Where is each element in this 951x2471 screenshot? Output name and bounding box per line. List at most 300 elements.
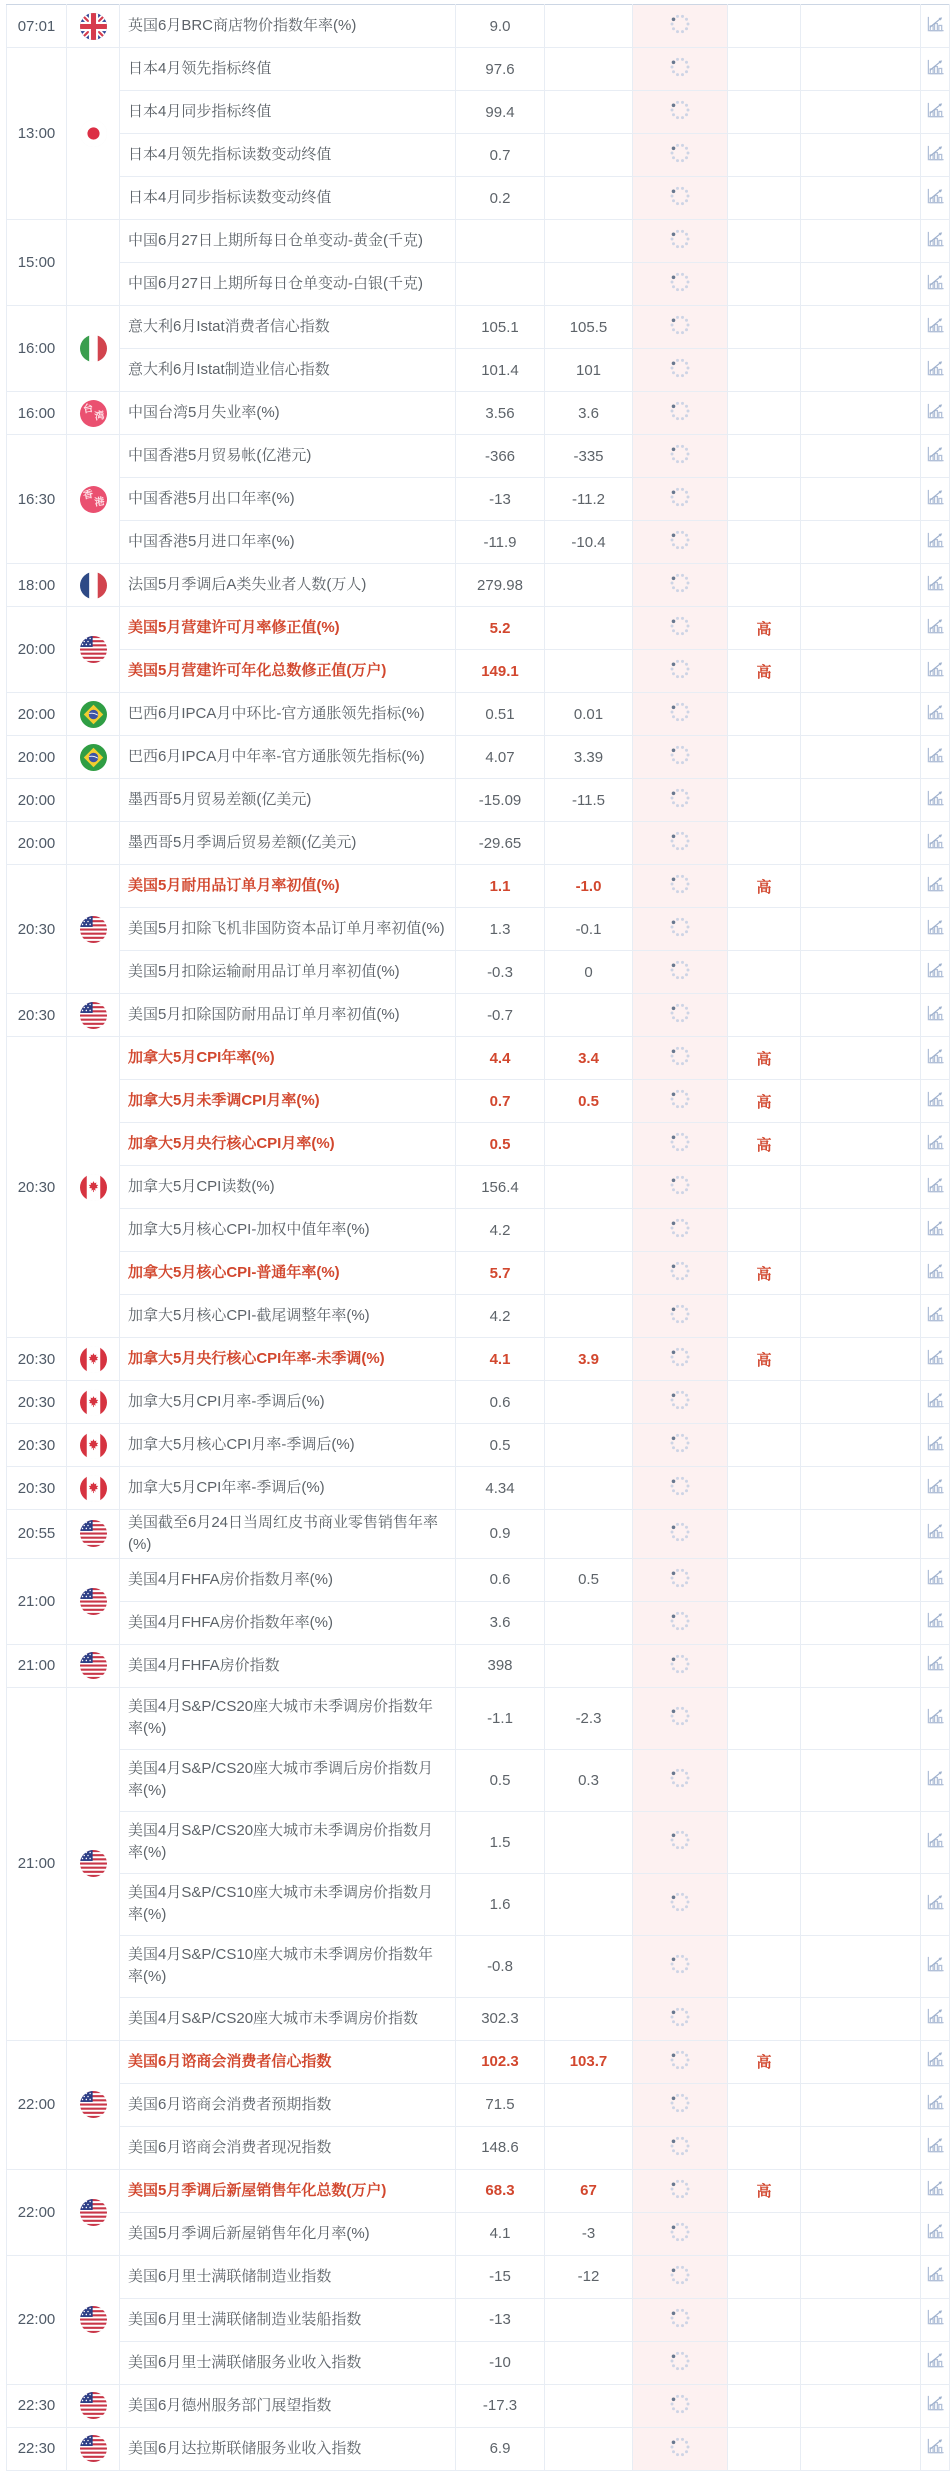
us-flag-icon [80, 2199, 107, 2226]
importance-cell [728, 1381, 801, 1424]
line-chart-icon[interactable] [925, 2136, 946, 2155]
loading-spinner-icon [667, 1473, 693, 1499]
empty-cell [801, 1123, 921, 1166]
event-name: 加拿大5月CPI月率-季调后(%) [120, 1381, 456, 1424]
prior-value: -11.2 [545, 478, 633, 521]
line-chart-icon[interactable] [925, 1391, 946, 1410]
calendar-row [7, 693, 950, 736]
chart-cell [921, 134, 950, 177]
empty-cell [801, 650, 921, 693]
loading-spinner-icon [667, 828, 693, 854]
chart-cell [921, 306, 950, 349]
loading-spinner-icon [667, 1951, 693, 1977]
chart-cell [921, 48, 950, 91]
actual-value: 279.98 [456, 564, 545, 607]
line-chart-icon[interactable] [925, 1955, 946, 1974]
loading-spinner-icon [667, 1215, 693, 1241]
pending-cell [633, 2427, 728, 2470]
pending-cell [633, 564, 728, 607]
loading-spinner-icon [667, 699, 693, 725]
line-chart-icon[interactable] [925, 1176, 946, 1195]
importance-cell [728, 994, 801, 1037]
empty-cell [801, 521, 921, 564]
importance-cell [728, 1644, 801, 1687]
chart-cell [921, 1558, 950, 1601]
importance-cell [728, 1037, 801, 1080]
line-chart-icon[interactable] [925, 1004, 946, 1023]
calendar-row [7, 607, 950, 650]
prior-value: 105.5 [545, 306, 633, 349]
pending-cell [633, 1467, 728, 1510]
flag-cell [67, 1644, 120, 1687]
actual-value: 149.1 [456, 650, 545, 693]
chart-cell [921, 994, 950, 1037]
pending-cell [633, 91, 728, 134]
line-chart-icon[interactable] [925, 101, 946, 120]
prior-value [545, 48, 633, 91]
event-name: 美国6月谘商会消费者现况指数 [120, 2126, 456, 2169]
calendar-row [7, 521, 950, 564]
canada-flag-icon [80, 1432, 107, 1459]
event-name: 巴西6月IPCA月中环比-官方通胀领先指标(%) [120, 693, 456, 736]
pending-cell [633, 2341, 728, 2384]
empty-cell [801, 994, 921, 1037]
line-chart-icon[interactable] [925, 2007, 946, 2026]
line-chart-icon[interactable] [925, 1707, 946, 1726]
pending-cell [633, 2255, 728, 2298]
prior-value [545, 5, 633, 48]
line-chart-icon[interactable] [925, 359, 946, 378]
line-chart-icon[interactable] [925, 918, 946, 937]
importance-cell [728, 908, 801, 951]
prior-value [545, 2126, 633, 2169]
time-cell: 07:01 [7, 5, 67, 48]
prior-value [545, 1873, 633, 1935]
loading-spinner-icon [667, 2090, 693, 2116]
line-chart-icon[interactable] [925, 1831, 946, 1850]
importance-cell [728, 1873, 801, 1935]
prior-value [545, 1644, 633, 1687]
line-chart-icon[interactable] [925, 58, 946, 77]
line-chart-icon[interactable] [925, 574, 946, 593]
line-chart-icon[interactable] [925, 2308, 946, 2327]
importance-high-badge: 高 [756, 2054, 772, 2071]
line-chart-icon[interactable] [925, 1477, 946, 1496]
prior-value [545, 1252, 633, 1295]
calendar-row [7, 435, 950, 478]
actual-value: 99.4 [456, 91, 545, 134]
chart-cell [921, 5, 950, 48]
empty-cell [801, 435, 921, 478]
pending-cell [633, 736, 728, 779]
loading-spinner-icon [667, 398, 693, 424]
calendar-row [7, 1166, 950, 1209]
flag-cell [67, 779, 120, 822]
calendar-row [7, 994, 950, 1037]
empty-cell [801, 1037, 921, 1080]
prior-value [545, 263, 633, 306]
loading-spinner-icon [667, 1129, 693, 1155]
actual-value [456, 220, 545, 263]
us-flag-icon [80, 2306, 107, 2333]
prior-value [545, 2083, 633, 2126]
actual-value: -11.9 [456, 521, 545, 564]
pending-cell [633, 349, 728, 392]
event-name: 墨西哥5月贸易差额(亿美元) [120, 779, 456, 822]
time-cell: 20:30 [7, 1424, 67, 1467]
prior-value: 0.5 [545, 1558, 633, 1601]
calendar-row [7, 349, 950, 392]
time-cell: 20:30 [7, 1338, 67, 1381]
event-name: 加拿大5月未季调CPI月率(%) [120, 1080, 456, 1123]
actual-value: 97.6 [456, 48, 545, 91]
flag-cell [67, 994, 120, 1037]
flag-cell [67, 822, 120, 865]
line-chart-icon[interactable] [925, 1434, 946, 1453]
empty-cell [801, 1467, 921, 1510]
chart-cell [921, 1295, 950, 1338]
prior-value [545, 994, 633, 1037]
calendar-row [7, 1687, 950, 1749]
event-name: 美国5月季调后新屋销售年化总数(万户) [120, 2169, 456, 2212]
importance-high-badge: 高 [756, 1093, 772, 1111]
line-chart-icon[interactable] [925, 660, 946, 679]
flag-cell [67, 2040, 120, 2169]
chart-cell [921, 2212, 950, 2255]
loading-spinner-icon [667, 2262, 693, 2288]
pending-cell [633, 392, 728, 435]
us-flag-icon [80, 916, 107, 943]
pending-cell [633, 1209, 728, 1252]
event-name: 中国香港5月出口年率(%) [120, 478, 456, 521]
line-chart-icon[interactable] [925, 746, 946, 765]
event-name: 美国截至6月24日当周红皮书商业零售销售年率(%) [120, 1510, 456, 1559]
loading-spinner-icon [667, 1344, 693, 1370]
prior-value: 101 [545, 349, 633, 392]
importance-high-badge: 高 [756, 1136, 772, 1154]
loading-spinner-icon [667, 1086, 693, 1112]
importance-cell [728, 865, 801, 908]
chart-cell [921, 2384, 950, 2427]
loading-spinner-icon [667, 1301, 693, 1327]
line-chart-icon[interactable] [925, 2351, 946, 2370]
chart-cell [921, 2040, 950, 2083]
empty-cell [801, 306, 921, 349]
prior-value: 3.6 [545, 392, 633, 435]
line-chart-icon[interactable] [925, 1522, 946, 1541]
chart-cell [921, 564, 950, 607]
pending-cell [633, 306, 728, 349]
chart-cell [921, 650, 950, 693]
us-flag-icon [80, 1002, 107, 1029]
importance-cell [728, 607, 801, 650]
line-chart-icon[interactable] [925, 2179, 946, 2198]
line-chart-icon[interactable] [925, 789, 946, 808]
pending-cell [633, 1687, 728, 1749]
taiwan-region-badge-icon: 台 湾 [77, 397, 108, 428]
line-chart-icon[interactable] [925, 273, 946, 292]
prior-value: 3.39 [545, 736, 633, 779]
prior-value [545, 134, 633, 177]
line-chart-icon[interactable] [925, 1219, 946, 1238]
line-chart-icon[interactable] [925, 2265, 946, 2284]
line-chart-icon[interactable] [925, 187, 946, 206]
italy-flag-icon [80, 335, 107, 362]
importance-cell [728, 1209, 801, 1252]
calendar-row [7, 1209, 950, 1252]
actual-value: 0.7 [456, 134, 545, 177]
actual-value [456, 263, 545, 306]
pending-cell [633, 435, 728, 478]
calendar-row [7, 1811, 950, 1873]
event-name: 加拿大5月CPI年率-季调后(%) [120, 1467, 456, 1510]
line-chart-icon[interactable] [925, 961, 946, 980]
us-flag-icon [80, 2091, 107, 2118]
time-cell: 22:30 [7, 2427, 67, 2470]
us-flag-icon [80, 2392, 107, 2419]
actual-value: 4.07 [456, 736, 545, 779]
line-chart-icon[interactable] [925, 2437, 946, 2456]
flag-cell [67, 607, 120, 693]
actual-value: -10 [456, 2341, 545, 2384]
empty-cell [801, 822, 921, 865]
line-chart-icon[interactable] [925, 402, 946, 421]
pending-cell [633, 521, 728, 564]
importance-cell [728, 306, 801, 349]
calendar-row [7, 1558, 950, 1601]
flag-cell [67, 306, 120, 392]
line-chart-icon[interactable] [925, 230, 946, 249]
importance-cell [728, 1601, 801, 1644]
loading-spinner-icon [667, 570, 693, 596]
event-name: 美国6月达拉斯联储服务业收入指数 [120, 2427, 456, 2470]
chart-cell [921, 1873, 950, 1935]
event-name: 美国4月S&P/CS20座大城市季调后房价指数月率(%) [120, 1749, 456, 1811]
pending-cell [633, 1510, 728, 1559]
calendar-table-body [7, 5, 950, 2471]
pending-cell [633, 2083, 728, 2126]
calendar-row [7, 1381, 950, 1424]
line-chart-icon[interactable] [925, 1047, 946, 1066]
flag-cell [67, 435, 120, 564]
calendar-row [7, 263, 950, 306]
event-name: 加拿大5月核心CPI-加权中值年率(%) [120, 1209, 456, 1252]
actual-value: 4.1 [456, 2212, 545, 2255]
actual-value: 1.6 [456, 1873, 545, 1935]
importance-cell [728, 1510, 801, 1559]
loading-spinner-icon [667, 1703, 693, 1729]
pending-cell [633, 1997, 728, 2040]
calendar-row [7, 48, 950, 91]
pending-cell [633, 220, 728, 263]
calendar-row [7, 1644, 950, 1687]
chart-cell [921, 607, 950, 650]
time-cell: 20:00 [7, 736, 67, 779]
line-chart-icon[interactable] [925, 617, 946, 636]
importance-cell [728, 48, 801, 91]
event-name: 美国6月德州服务部门展望指数 [120, 2384, 456, 2427]
prior-value: -11.5 [545, 779, 633, 822]
flag-cell [67, 2255, 120, 2384]
empty-cell [801, 2384, 921, 2427]
loading-spinner-icon [667, 871, 693, 897]
line-chart-icon[interactable] [925, 488, 946, 507]
line-chart-icon[interactable] [925, 144, 946, 163]
event-name: 加拿大5月央行核心CPI月率(%) [120, 1123, 456, 1166]
chart-cell [921, 435, 950, 478]
prior-value [545, 2341, 633, 2384]
line-chart-icon[interactable] [925, 1305, 946, 1324]
chart-cell [921, 1644, 950, 1687]
line-chart-icon[interactable] [925, 703, 946, 722]
chart-cell [921, 1424, 950, 1467]
pending-cell [633, 263, 728, 306]
empty-cell [801, 908, 921, 951]
event-name: 加拿大5月CPI年率(%) [120, 1037, 456, 1080]
line-chart-icon[interactable] [925, 531, 946, 550]
prior-value [545, 1811, 633, 1873]
event-name: 加拿大5月核心CPI月率-季调后(%) [120, 1424, 456, 1467]
prior-value [545, 1123, 633, 1166]
chart-cell [921, 177, 950, 220]
chart-cell [921, 91, 950, 134]
time-cell: 21:00 [7, 1558, 67, 1644]
importance-cell [728, 478, 801, 521]
line-chart-icon[interactable] [925, 1348, 946, 1367]
pending-cell [633, 693, 728, 736]
time-cell: 16:00 [7, 306, 67, 392]
actual-value: 101.4 [456, 349, 545, 392]
empty-cell [801, 1424, 921, 1467]
empty-cell [801, 1166, 921, 1209]
line-chart-icon[interactable] [925, 316, 946, 335]
us-flag-icon [80, 1652, 107, 1679]
prior-value [545, 564, 633, 607]
prior-value: -3 [545, 2212, 633, 2255]
loading-spinner-icon [667, 1519, 693, 1545]
pending-cell [633, 134, 728, 177]
actual-value: 0.9 [456, 1510, 545, 1559]
time-cell: 21:00 [7, 1687, 67, 2040]
pending-cell [633, 1873, 728, 1935]
actual-value: 0.6 [456, 1558, 545, 1601]
chart-cell [921, 779, 950, 822]
time-cell: 20:30 [7, 1467, 67, 1510]
chart-cell [921, 1749, 950, 1811]
importance-cell [728, 2126, 801, 2169]
line-chart-icon[interactable] [925, 2222, 946, 2241]
calendar-row [7, 2255, 950, 2298]
event-name: 美国4月S&P/CS20座大城市未季调房价指数年率(%) [120, 1687, 456, 1749]
event-name: 中国台湾5月失业率(%) [120, 392, 456, 435]
event-name: 美国6月里士满联储制造业指数 [120, 2255, 456, 2298]
actual-value: 4.2 [456, 1209, 545, 1252]
event-name: 美国6月里士满联储制造业装船指数 [120, 2298, 456, 2341]
importance-cell [728, 1080, 801, 1123]
calendar-row [7, 91, 950, 134]
line-chart-icon[interactable] [925, 15, 946, 34]
event-name: 加拿大5月核心CPI-普通年率(%) [120, 1252, 456, 1295]
actual-value: -29.65 [456, 822, 545, 865]
pending-cell [633, 5, 728, 48]
calendar-row [7, 2169, 950, 2212]
actual-value: -13 [456, 478, 545, 521]
pending-cell [633, 1811, 728, 1873]
flag-cell [67, 2427, 120, 2470]
brazil-flag-icon [80, 744, 107, 771]
importance-high-badge: 高 [756, 663, 772, 681]
line-chart-icon[interactable] [925, 1133, 946, 1152]
loading-spinner-icon [667, 2219, 693, 2245]
prior-value [545, 2384, 633, 2427]
line-chart-icon[interactable] [925, 875, 946, 894]
line-chart-icon[interactable] [925, 832, 946, 851]
importance-cell [728, 2083, 801, 2126]
pending-cell [633, 865, 728, 908]
canada-flag-icon [80, 1174, 107, 1201]
line-chart-icon[interactable] [925, 2394, 946, 2413]
calendar-row [7, 1510, 950, 1559]
importance-cell [728, 1997, 801, 2040]
calendar-row [7, 650, 950, 693]
event-name: 美国4月FHFA房价指数月率(%) [120, 1558, 456, 1601]
empty-cell [801, 564, 921, 607]
line-chart-icon[interactable] [925, 1893, 946, 1912]
actual-value: 398 [456, 1644, 545, 1687]
line-chart-icon[interactable] [925, 1262, 946, 1281]
actual-value: -13 [456, 2298, 545, 2341]
line-chart-icon[interactable] [925, 1654, 946, 1673]
loading-spinner-icon [667, 97, 693, 123]
prior-value: 103.7 [545, 2040, 633, 2083]
flag-cell [67, 48, 120, 220]
empty-cell [801, 1687, 921, 1749]
event-name: 中国香港5月进口年率(%) [120, 521, 456, 564]
line-chart-icon[interactable] [925, 2093, 946, 2112]
france-flag-icon [80, 572, 107, 599]
importance-high-badge: 高 [756, 2183, 772, 2200]
empty-cell [801, 48, 921, 91]
flag-cell [67, 2169, 120, 2255]
event-name: 美国6月里士满联储服务业收入指数 [120, 2341, 456, 2384]
pending-cell [633, 1601, 728, 1644]
empty-cell [801, 1338, 921, 1381]
line-chart-icon[interactable] [925, 1611, 946, 1630]
line-chart-icon[interactable] [925, 1769, 946, 1788]
importance-cell [728, 650, 801, 693]
flag-cell [67, 1338, 120, 1381]
line-chart-icon[interactable] [925, 445, 946, 464]
line-chart-icon[interactable] [925, 1090, 946, 1109]
empty-cell [801, 1080, 921, 1123]
actual-value: 0.5 [456, 1424, 545, 1467]
actual-value: 4.4 [456, 1037, 545, 1080]
time-cell: 20:00 [7, 822, 67, 865]
prior-value: -335 [545, 435, 633, 478]
actual-value: 105.1 [456, 306, 545, 349]
empty-cell [801, 1295, 921, 1338]
empty-cell [801, 2083, 921, 2126]
pending-cell [633, 779, 728, 822]
flag-cell [67, 220, 120, 306]
canada-flag-icon [80, 1389, 107, 1416]
chart-cell [921, 263, 950, 306]
loading-spinner-icon [667, 2305, 693, 2331]
line-chart-icon[interactable] [925, 2050, 946, 2069]
empty-cell [801, 1209, 921, 1252]
importance-cell [728, 1749, 801, 1811]
line-chart-icon[interactable] [925, 1568, 946, 1587]
